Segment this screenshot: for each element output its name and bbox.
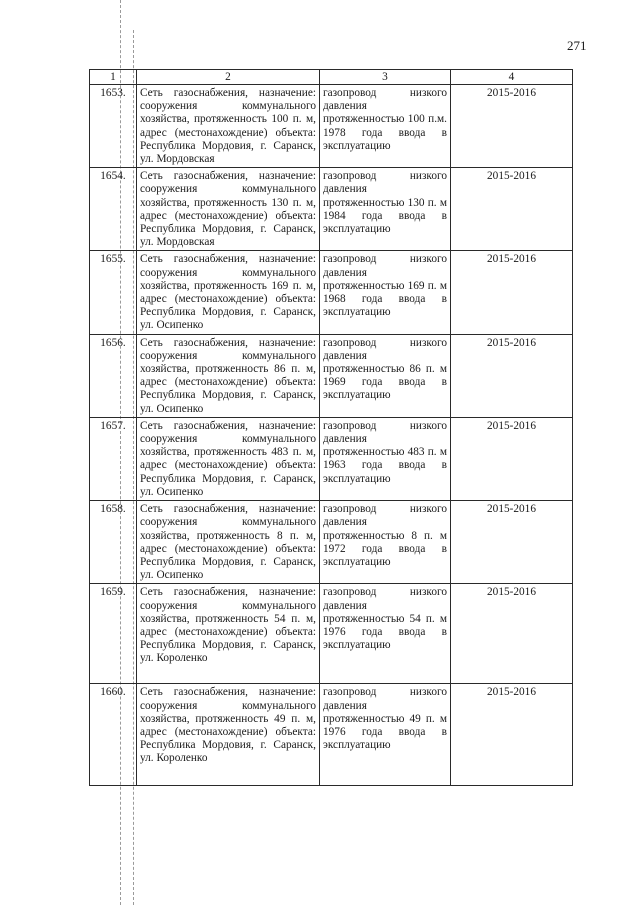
period: 2015-2016 <box>451 85 573 168</box>
column-header: 3 <box>320 70 451 85</box>
row-number: 1655. <box>90 251 137 334</box>
object-description: Сеть газоснабжения, назначение: сооружения коммунального хозяйства, протяженность 169 п. м, адрес (местонахождение) объекта: Республика Мордовия, г. Саранск, ул. Осипенко <box>137 251 320 334</box>
table-row <box>90 584 573 684</box>
object-description: Сеть газоснабжения, назначение: сооружения коммунального хозяйства, протяженность 54 п. м, адрес (местонахождение) объекта: Республика Мордовия, г. Саранск, ул. Короленко <box>137 584 320 684</box>
table-row <box>90 417 573 500</box>
period: 2015-2016 <box>451 334 573 417</box>
period: 2015-2016 <box>451 501 573 584</box>
object-description: Сеть газоснабжения, назначение: сооружения коммунального хозяйства, протяженность 130 п. м, адрес (местонахождение) объекта: Республика Мордовия, г. Саранск, ул. Мордовская <box>137 168 320 251</box>
object-description: Сеть газоснабжения, назначение: сооружения коммунального хозяйства, протяженность 100 п. м, адрес (местонахождение) объекта: Республика Мордовия, г. Саранск, ул. Мордовская <box>137 85 320 168</box>
row-number: 1658. <box>90 501 137 584</box>
period: 2015-2016 <box>451 584 573 684</box>
table-row <box>90 334 573 417</box>
object-description: Сеть газоснабжения, назначение: сооружения коммунального хозяйства, протяженность 86 п. м, адрес (местонахождение) объекта: Республика Мордовия, г. Саранск, ул. Осипенко <box>137 334 320 417</box>
object-details: газопровод низкого давления протяженностью 169 п. м 1968 года ввода в эксплуатацию <box>320 251 451 334</box>
column-header: 2 <box>137 70 320 85</box>
period: 2015-2016 <box>451 684 573 786</box>
row-number: 1653. <box>90 85 137 168</box>
row-number: 1659. <box>90 584 137 684</box>
row-number: 1660. <box>90 684 137 786</box>
table-row <box>90 168 573 251</box>
row-number: 1654. <box>90 168 137 251</box>
object-details: газопровод низкого давления протяженностью 130 п. м 1984 года ввода в эксплуатацию <box>320 168 451 251</box>
period: 2015-2016 <box>451 168 573 251</box>
object-details: газопровод низкого давления протяженностью 54 п. м 1976 года ввода в эксплуатацию <box>320 584 451 684</box>
object-details: газопровод низкого давления протяженностью 8 п. м 1972 года ввода в эксплуатацию <box>320 501 451 584</box>
period: 2015-2016 <box>451 251 573 334</box>
table-row <box>90 501 573 584</box>
object-details: газопровод низкого давления протяженностью 100 п.м. 1978 года ввода в эксплуатацию <box>320 85 451 168</box>
page-number: 271 <box>567 38 587 53</box>
object-details: газопровод низкого давления протяженностью 86 п. м 1969 года ввода в эксплуатацию <box>320 334 451 417</box>
gas-network-registry-table <box>89 69 573 786</box>
object-description: Сеть газоснабжения, назначение: сооружения коммунального хозяйства, протяженность 8 п. м, адрес (местонахождение) объекта: Республика Мордовия, г. Саранск, ул. Осипенко <box>137 501 320 584</box>
period: 2015-2016 <box>451 417 573 500</box>
row-number: 1657. <box>90 417 137 500</box>
column-header: 1 <box>90 70 137 85</box>
object-details: газопровод низкого давления протяженностью 483 п. м 1963 года ввода в эксплуатацию <box>320 417 451 500</box>
table-row <box>90 684 573 786</box>
object-details: газопровод низкого давления протяженностью 49 п. м 1976 года ввода в эксплуатацию <box>320 684 451 786</box>
table-row <box>90 251 573 334</box>
table-row <box>90 85 573 168</box>
row-number: 1656. <box>90 334 137 417</box>
column-header: 4 <box>451 70 573 85</box>
object-description: Сеть газоснабжения, назначение: сооружения коммунального хозяйства, протяженность 483 п. м, адрес (местонахождение) объекта: Республика Мордовия, г. Саранск, ул. Осипенко <box>137 417 320 500</box>
object-description: Сеть газоснабжения, назначение: сооружения коммунального хозяйства, протяженность 49 п. м, адрес (местонахождение) объекта: Республика Мордовия, г. Саранск, ул. Короленко <box>137 684 320 786</box>
table-header-row <box>90 70 573 85</box>
